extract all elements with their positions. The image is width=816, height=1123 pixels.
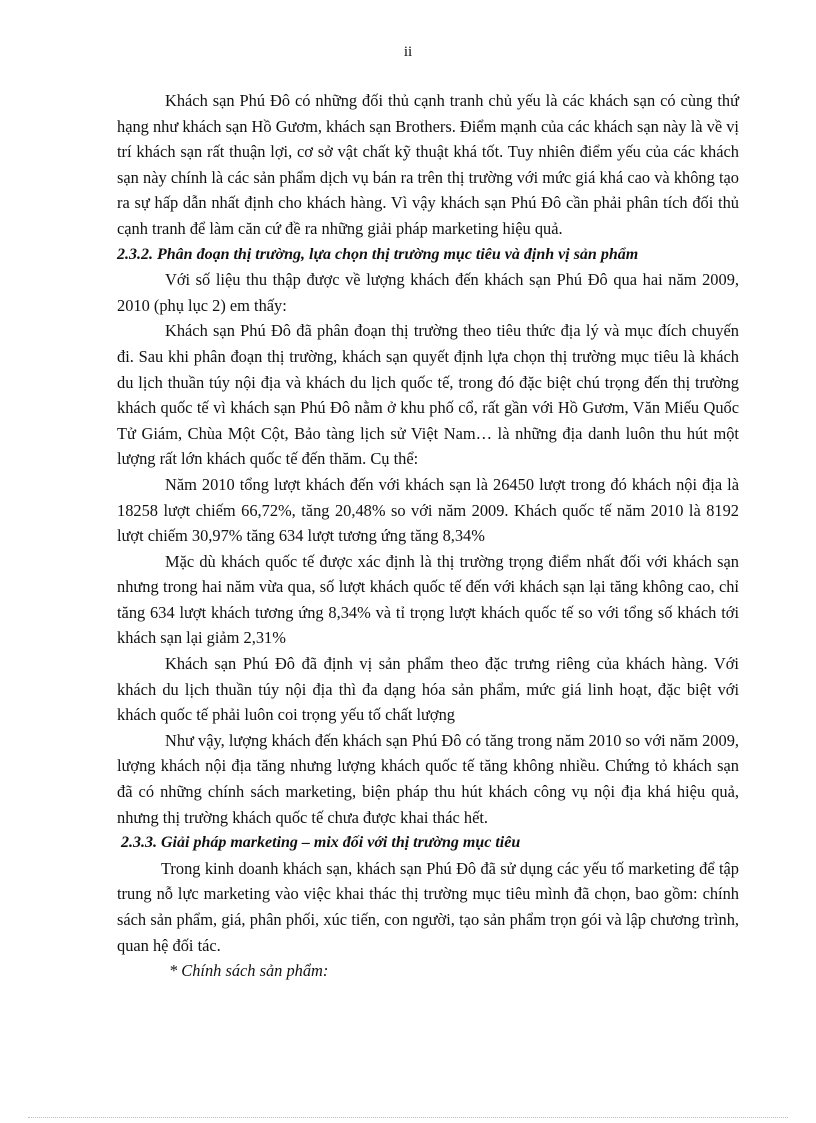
paragraph-2010-figures: Năm 2010 tổng lượt khách đến với khách sạn là 26450 lượt trong đó khách nội địa là 18258 lượt chiếm 66,72%, tăng 20,48% so với năm 2009. Khách quốc tế năm 2010 là 8192 lượt chiếm 30,97% tăng 634 lượt tương ứng tăng 8,34% [117,474,739,546]
section-heading-2-3-2: 2.3.2. Phân đoạn thị trường, lựa chọn thị trường mục tiêu và định vị sản phẩm [117,245,639,263]
section-heading-2-3-3: 2.3.3. Giải pháp marketing – mix đối với thị trường mục tiêu [121,834,521,852]
subheading-product-policy: * Chính sách sản phẩm: [169,961,329,981]
paragraph-segmentation: Khách sạn Phú Đô đã phân đoạn thị trường theo tiêu thức địa lý và mục đích chuyến đi. Sau khi phân đoạn thị trường, khách sạn quyết định lựa chọn thị trường mục tiêu là khách du lịch thuần túy nội địa và khách du lịch quốc tế, trong đó đặc biệt chú trọng đến thị trường khách quốc tế vì khách sạn Phú Đô nằm ở khu phố cổ, rất gần với Hồ Gươm, Văn Miếu Quốc Tử Giám, Chùa Một Cột, Bảo tàng lịch sử Việt Nam… là những địa danh luôn thu hút một lượng rất lớn khách quốc tế đến thăm. Cụ thể: [117,321,739,469]
paragraph-conclusion: Như vậy, lượng khách đến khách sạn Phú Đô có tăng trong năm 2010 so với năm 2009, lượng khách nội địa tăng nhưng lượng khách quốc tế tăng không nhiều. Chứng tỏ khách sạn đã có những chính sách marketing, biện pháp thu hút khách công vụ nội địa khá hiệu quả, nhưng thị trường khách quốc tế chưa được khai thác hết. [117,730,739,827]
document-body [117,88,739,984]
paragraph-competitors: Khách sạn Phú Đô có những đối thủ cạnh tranh chủ yếu là các khách sạn có cùng thứ hạng như khách sạn Hồ Gươm, khách sạn Brothers. Điểm mạnh của các khách sạn này là về vị trí khách sạn rất thuận lợi, cơ sở vật chất kỹ thuật khá tốt. Tuy nhiên điểm yếu của các khách sạn này chính là các sản phẩm dịch vụ bán ra trên thị trường với mức giá khá cao và không tạo ra sự hấp dẫn nhất định cho khách hàng. Vì vậy khách sạn Phú Đô cần phải phân tích đối thủ cạnh tranh để làm căn cứ đề ra những giải pháp marketing hiệu quả. [117,91,739,238]
page-bottom-rule [28,1117,788,1118]
paragraph-international-guests: Mặc dù khách quốc tế được xác định là thị trường trọng điểm nhất đối với khách sạn nhưng trong hai năm vừa qua, số lượt khách quốc tế đến với khách sạn lại tăng không cao, chỉ tăng 634 lượt khách tương ứng 8,34% và tỉ trọng lượt khách quốc tế so với tổng số khách tới khách sạn lại giảm 2,31% [117,551,739,648]
paragraph-data-source: Với số liệu thu thập được về lượng khách đến khách sạn Phú Đô qua hai năm 2009, 2010 (phụ lục 2) em thấy: [117,270,739,315]
paragraph-marketing-mix: Trong kinh doanh khách sạn, khách sạn Phú Đô đã sử dụng các yếu tố marketing để tập trung nỗ lực marketing vào việc khai thác thị trường mục tiêu mình đã chọn, bao gồm: chính sách sản phẩm, giá, phân phối, xúc tiến, con người, tạo sản phẩm trọn gói và lập chương trình, quan hệ đối tác. [117,858,739,955]
paragraph-positioning: Khách sạn Phú Đô đã định vị sản phẩm theo đặc trưng riêng của khách hàng. Với khách du lịch thuần túy nội địa thì đa dạng hóa sản phẩm, mức giá linh hoạt, đặc biệt với khách quốc tế phải luôn coi trọng yếu tố chất lượng [117,654,739,725]
page-number: ii [403,44,413,60]
